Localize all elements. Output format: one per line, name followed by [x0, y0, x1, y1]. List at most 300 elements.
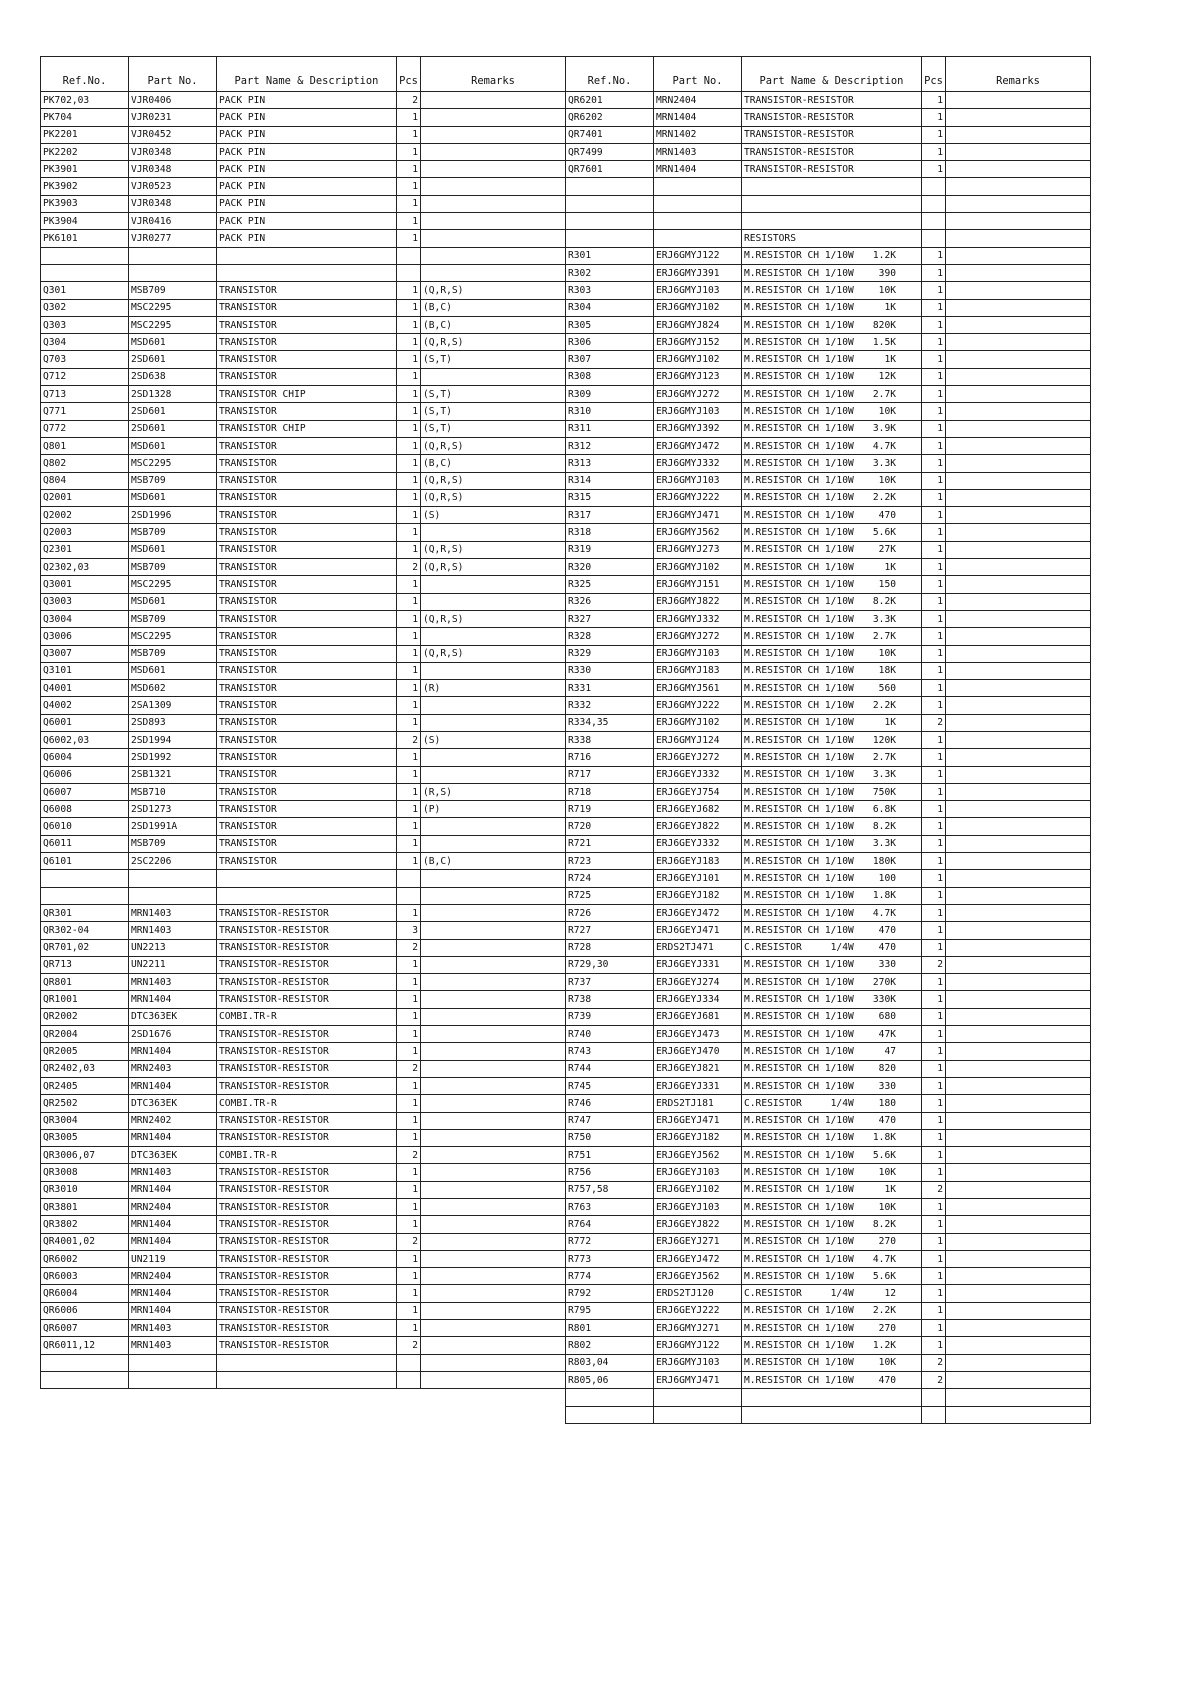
- ref-no-cell: R803,04: [566, 1354, 654, 1371]
- pcs-cell: 1: [397, 853, 421, 870]
- remarks-cell: [421, 126, 566, 143]
- part-no-cell: MSC2295: [129, 628, 217, 645]
- table-row: [41, 472, 566, 489]
- remarks-cell: [421, 835, 566, 852]
- pcs-cell: 1: [397, 109, 421, 126]
- description-cell: [742, 1199, 922, 1216]
- description-text: M.RESISTOR CH 1/10W: [744, 1063, 854, 1075]
- ref-no-cell: Q6008: [41, 801, 129, 818]
- remarks-cell: [421, 887, 566, 904]
- pcs-cell: 1: [922, 109, 946, 126]
- ref-no-cell: R719: [566, 801, 654, 818]
- description-text: M.RESISTOR CH 1/10W: [744, 492, 854, 504]
- description-text: TRANSISTOR-RESISTOR: [744, 163, 854, 175]
- pcs-cell: 1: [922, 507, 946, 524]
- pcs-cell: 2: [922, 1181, 946, 1198]
- part-no-cell: ERJ6GEYJ101: [654, 870, 742, 887]
- part-no-cell: MSB709: [129, 472, 217, 489]
- remarks-cell: [946, 368, 1091, 385]
- pcs-cell: 1: [922, 1216, 946, 1233]
- parts-list-sheet: [40, 56, 1090, 1456]
- table-row: [41, 714, 566, 731]
- remarks-cell: (Q,R,S): [421, 645, 566, 662]
- ref-no-cell: [41, 1371, 129, 1388]
- pcs-cell: 1: [397, 576, 421, 593]
- pcs-cell: 1: [397, 593, 421, 610]
- part-no-cell: MRN1404: [129, 991, 217, 1008]
- description-cell: [742, 541, 922, 558]
- pcs-cell: 1: [922, 368, 946, 385]
- remarks-cell: [421, 1181, 566, 1198]
- pcs-cell: 2: [397, 559, 421, 576]
- remarks-cell: [421, 1026, 566, 1043]
- ref-no-cell: R301: [566, 247, 654, 264]
- remarks-cell: [421, 1095, 566, 1112]
- description-cell: [742, 645, 922, 662]
- description-cell: TRANSISTOR-RESISTOR: [217, 939, 397, 956]
- header-ref-no: Ref.No.: [41, 57, 129, 92]
- ref-no-cell: [566, 1389, 654, 1406]
- part-no-cell: ERJ6GMYJ272: [654, 386, 742, 403]
- table-row: [566, 749, 1091, 766]
- description-text: M.RESISTOR CH 1/10W: [744, 682, 854, 694]
- remarks-cell: [946, 1250, 1091, 1267]
- description-text: M.RESISTOR CH 1/10W: [744, 803, 854, 815]
- ref-no-cell: QR301: [41, 904, 129, 921]
- ref-no-cell: R718: [566, 783, 654, 800]
- description-cell: TRANSISTOR: [217, 472, 397, 489]
- pcs-cell: 1: [922, 801, 946, 818]
- table-row: [566, 922, 1091, 939]
- pcs-cell: 1: [397, 368, 421, 385]
- remarks-cell: [421, 714, 566, 731]
- resistance-value: 1K: [884, 302, 896, 314]
- resistance-value: 2.2K: [872, 1305, 896, 1317]
- pcs-cell: 1: [397, 178, 421, 195]
- part-no-cell: ERJ6GMYJ471: [654, 1371, 742, 1388]
- description-cell: [742, 1406, 922, 1423]
- description-cell: TRANSISTOR-RESISTOR: [217, 956, 397, 973]
- remarks-cell: [946, 1060, 1091, 1077]
- remarks-cell: [946, 1077, 1091, 1094]
- remarks-cell: [946, 628, 1091, 645]
- ref-no-cell: R750: [566, 1129, 654, 1146]
- description-cell: [742, 731, 922, 748]
- ref-no-cell: [566, 178, 654, 195]
- pcs-cell: [922, 195, 946, 212]
- description-text: TRANSISTOR-RESISTOR: [744, 94, 854, 106]
- pcs-cell: 1: [922, 299, 946, 316]
- pcs-cell: 1: [922, 403, 946, 420]
- part-no-cell: [129, 1371, 217, 1388]
- table-row: [41, 489, 566, 506]
- pcs-cell: 1: [397, 610, 421, 627]
- remarks-cell: (R,S): [421, 783, 566, 800]
- pcs-cell: 1: [397, 1216, 421, 1233]
- part-no-cell: [129, 247, 217, 264]
- part-no-cell: 2SD1991A: [129, 818, 217, 835]
- ref-no-cell: R311: [566, 420, 654, 437]
- remarks-cell: [421, 247, 566, 264]
- ref-no-cell: R746: [566, 1095, 654, 1112]
- part-no-cell: ERJ6GEYJ822: [654, 1216, 742, 1233]
- part-no-cell: VJR0452: [129, 126, 217, 143]
- description-cell: [742, 1164, 922, 1181]
- part-no-cell: ERDS2TJ181: [654, 1095, 742, 1112]
- part-no-cell: VJR0406: [129, 92, 217, 109]
- description-text: M.RESISTOR CH 1/10W: [744, 786, 854, 798]
- pcs-cell: 1: [397, 714, 421, 731]
- description-cell: PACK PIN: [217, 92, 397, 109]
- remarks-cell: [421, 991, 566, 1008]
- remarks-cell: (Q,R,S): [421, 282, 566, 299]
- description-cell: [742, 610, 922, 627]
- pcs-cell: 1: [397, 161, 421, 178]
- parts-table-right: [565, 56, 1091, 1424]
- resistance-value: 18K: [878, 665, 896, 677]
- resistance-value: 2.2K: [872, 700, 896, 712]
- description-cell: COMBI.TR-R: [217, 1147, 397, 1164]
- resistance-value: 10K: [878, 1201, 896, 1213]
- header-part-no: Part No.: [654, 57, 742, 92]
- ref-no-cell: R327: [566, 610, 654, 627]
- table-row: [41, 593, 566, 610]
- description-cell: TRANSISTOR-RESISTOR: [217, 991, 397, 1008]
- ref-no-cell: PK3902: [41, 178, 129, 195]
- table-row: [41, 1043, 566, 1060]
- part-no-cell: [654, 213, 742, 230]
- pcs-cell: 1: [922, 749, 946, 766]
- table-row: [566, 1216, 1091, 1233]
- part-no-cell: MSD601: [129, 334, 217, 351]
- table-row: [41, 351, 566, 368]
- description-text: M.RESISTOR CH 1/10W: [744, 1028, 854, 1040]
- remarks-cell: [421, 749, 566, 766]
- description-cell: [742, 161, 922, 178]
- description-cell: [742, 818, 922, 835]
- remarks-cell: [946, 1337, 1091, 1354]
- pcs-cell: 1: [922, 904, 946, 921]
- part-no-cell: ERJ6GEYJ271: [654, 1233, 742, 1250]
- ref-no-cell: R319: [566, 541, 654, 558]
- table-row: [566, 126, 1091, 143]
- table-row: [566, 1354, 1091, 1371]
- part-no-cell: ERJ6GMYJ183: [654, 662, 742, 679]
- pcs-cell: 1: [922, 455, 946, 472]
- pcs-cell: 1: [922, 783, 946, 800]
- ref-no-cell: Q302: [41, 299, 129, 316]
- description-text: M.RESISTOR CH 1/10W: [744, 769, 854, 781]
- remarks-cell: [946, 1164, 1091, 1181]
- table-row: [566, 472, 1091, 489]
- pcs-cell: 1: [397, 1302, 421, 1319]
- table-row: [41, 1354, 566, 1371]
- description-cell: [742, 593, 922, 610]
- description-cell: TRANSISTOR-RESISTOR: [217, 1302, 397, 1319]
- table-row: [566, 143, 1091, 160]
- ref-no-cell: R801: [566, 1320, 654, 1337]
- description-text: M.RESISTOR CH 1/10W: [744, 907, 854, 919]
- pcs-cell: 1: [922, 1147, 946, 1164]
- part-no-cell: UN2213: [129, 939, 217, 956]
- ref-no-cell: QR7601: [566, 161, 654, 178]
- description-cell: PACK PIN: [217, 161, 397, 178]
- pcs-cell: 1: [922, 887, 946, 904]
- remarks-cell: [946, 1268, 1091, 1285]
- table-row: [566, 801, 1091, 818]
- description-text: M.RESISTOR CH 1/10W: [744, 544, 854, 556]
- table-row: [41, 853, 566, 870]
- description-cell: TRANSISTOR: [217, 524, 397, 541]
- description-cell: [742, 904, 922, 921]
- description-cell: [742, 386, 922, 403]
- description-cell: [742, 697, 922, 714]
- description-cell: TRANSISTOR-RESISTOR: [217, 1199, 397, 1216]
- table-row: [41, 1216, 566, 1233]
- table-row: [566, 161, 1091, 178]
- pcs-cell: 1: [397, 420, 421, 437]
- ref-no-cell: QR3008: [41, 1164, 129, 1181]
- ref-no-cell: R302: [566, 264, 654, 281]
- description-text: M.RESISTOR CH 1/10W: [744, 924, 854, 936]
- part-no-cell: ERJ6GEYJ682: [654, 801, 742, 818]
- ref-no-cell: [41, 247, 129, 264]
- table-row: [41, 801, 566, 818]
- table-row: [566, 939, 1091, 956]
- ref-no-cell: R728: [566, 939, 654, 956]
- description-text: M.RESISTOR CH 1/10W: [744, 284, 854, 296]
- table-row: [566, 1302, 1091, 1319]
- part-no-cell: MSB709: [129, 835, 217, 852]
- description-cell: [217, 1371, 397, 1388]
- remarks-cell: (Q,R,S): [421, 489, 566, 506]
- remarks-cell: [421, 1008, 566, 1025]
- description-cell: [742, 766, 922, 783]
- description-cell: TRANSISTOR: [217, 714, 397, 731]
- description-text: M.RESISTOR CH 1/10W: [744, 1374, 854, 1386]
- ref-no-cell: Q2001: [41, 489, 129, 506]
- remarks-cell: [421, 628, 566, 645]
- description-cell: [742, 1060, 922, 1077]
- description-cell: [742, 1371, 922, 1388]
- ref-no-cell: Q804: [41, 472, 129, 489]
- ref-no-cell: Q802: [41, 455, 129, 472]
- pcs-cell: 1: [922, 731, 946, 748]
- description-cell: TRANSISTOR: [217, 351, 397, 368]
- ref-no-cell: QR713: [41, 956, 129, 973]
- ref-no-cell: Q6006: [41, 766, 129, 783]
- description-text: TRANSISTOR-RESISTOR: [744, 129, 854, 141]
- pcs-cell: 1: [397, 213, 421, 230]
- part-no-cell: MRN1404: [654, 161, 742, 178]
- description-cell: [742, 230, 922, 247]
- resistance-value: 1.5K: [872, 336, 896, 348]
- pcs-cell: 1: [922, 628, 946, 645]
- remarks-cell: [421, 1129, 566, 1146]
- pcs-cell: 1: [397, 143, 421, 160]
- ref-no-cell: R338: [566, 731, 654, 748]
- remarks-cell: [946, 731, 1091, 748]
- pcs-cell: 1: [397, 1320, 421, 1337]
- table-row: [41, 1060, 566, 1077]
- table-row: [41, 541, 566, 558]
- table-row: [566, 1389, 1091, 1406]
- description-text: M.RESISTOR CH 1/10W: [744, 302, 854, 314]
- pcs-cell: 1: [397, 628, 421, 645]
- remarks-cell: (S): [421, 507, 566, 524]
- description-cell: PACK PIN: [217, 143, 397, 160]
- ref-no-cell: R756: [566, 1164, 654, 1181]
- table-row: [566, 1199, 1091, 1216]
- pcs-cell: 1: [922, 593, 946, 610]
- pcs-cell: 1: [397, 126, 421, 143]
- ref-no-cell: PK3904: [41, 213, 129, 230]
- pcs-cell: 1: [922, 386, 946, 403]
- part-no-cell: MSC2295: [129, 455, 217, 472]
- remarks-cell: [421, 109, 566, 126]
- table-row: [566, 593, 1091, 610]
- pcs-cell: 1: [397, 195, 421, 212]
- description-text: RESISTORS: [744, 233, 796, 245]
- resistance-value: 330: [878, 959, 896, 971]
- resistance-value: 4.7K: [872, 907, 896, 919]
- part-no-cell: ERJ6GMYJ103: [654, 403, 742, 420]
- pcs-cell: [397, 247, 421, 264]
- description-text: M.RESISTOR CH 1/10W: [744, 388, 854, 400]
- pcs-cell: 2: [397, 92, 421, 109]
- description-text: M.RESISTOR CH 1/10W: [744, 613, 854, 625]
- table-row: [41, 1250, 566, 1267]
- remarks-cell: [421, 593, 566, 610]
- table-row: [41, 524, 566, 541]
- ref-no-cell: R723: [566, 853, 654, 870]
- table-row: [41, 316, 566, 333]
- ref-no-cell: [566, 230, 654, 247]
- description-text: M.RESISTOR CH 1/10W: [744, 1270, 854, 1282]
- ref-no-cell: R747: [566, 1112, 654, 1129]
- description-text: M.RESISTOR CH 1/10W: [744, 890, 854, 902]
- ref-no-cell: R743: [566, 1043, 654, 1060]
- table-row: [566, 109, 1091, 126]
- ref-no-cell: [41, 870, 129, 887]
- description-cell: TRANSISTOR: [217, 437, 397, 454]
- part-no-cell: MRN2404: [129, 1268, 217, 1285]
- remarks-cell: [421, 974, 566, 991]
- part-no-cell: ERJ6GEYJ331: [654, 1077, 742, 1094]
- part-no-cell: ERJ6GMYJ824: [654, 316, 742, 333]
- pcs-cell: 2: [397, 731, 421, 748]
- table-row: [566, 1371, 1091, 1388]
- remarks-cell: [946, 126, 1091, 143]
- part-no-cell: MSC2295: [129, 299, 217, 316]
- description-cell: PACK PIN: [217, 213, 397, 230]
- pcs-cell: 1: [397, 403, 421, 420]
- description-text: M.RESISTOR CH 1/10W: [744, 596, 854, 608]
- description-text: M.RESISTOR CH 1/10W: [744, 1218, 854, 1230]
- description-cell: TRANSISTOR: [217, 645, 397, 662]
- remarks-cell: (S,T): [421, 403, 566, 420]
- pcs-cell: 1: [922, 161, 946, 178]
- part-no-cell: ERJ6GEYJ334: [654, 991, 742, 1008]
- pcs-cell: 1: [922, 1233, 946, 1250]
- ref-no-cell: [566, 1406, 654, 1423]
- table-row: [41, 1008, 566, 1025]
- table-row: [41, 1181, 566, 1198]
- resistance-value: 3.9K: [872, 423, 896, 435]
- pcs-cell: 1: [397, 680, 421, 697]
- table-row: [41, 576, 566, 593]
- ref-no-cell: Q771: [41, 403, 129, 420]
- description-cell: TRANSISTOR-RESISTOR: [217, 1320, 397, 1337]
- pcs-cell: 1: [397, 974, 421, 991]
- remarks-cell: [946, 1354, 1091, 1371]
- table-row: [566, 1337, 1091, 1354]
- resistance-value: 12: [884, 1288, 896, 1300]
- remarks-cell: [946, 1112, 1091, 1129]
- pcs-cell: 1: [922, 420, 946, 437]
- description-cell: TRANSISTOR CHIP: [217, 420, 397, 437]
- table-row: [41, 247, 566, 264]
- ref-no-cell: QR4001,02: [41, 1233, 129, 1250]
- pcs-cell: 1: [397, 1026, 421, 1043]
- remarks-cell: (Q,R,S): [421, 610, 566, 627]
- remarks-cell: [946, 195, 1091, 212]
- description-text: M.RESISTOR CH 1/10W: [744, 1011, 854, 1023]
- remarks-cell: [946, 472, 1091, 489]
- pcs-cell: 1: [922, 472, 946, 489]
- part-no-cell: [129, 1354, 217, 1371]
- remarks-cell: [946, 178, 1091, 195]
- ref-no-cell: R744: [566, 1060, 654, 1077]
- remarks-cell: [421, 1354, 566, 1371]
- pcs-cell: 1: [397, 991, 421, 1008]
- description-cell: [742, 351, 922, 368]
- part-no-cell: ERJ6GEYJ332: [654, 766, 742, 783]
- ref-no-cell: Q6001: [41, 714, 129, 731]
- pcs-cell: 1: [397, 801, 421, 818]
- ref-no-cell: Q6004: [41, 749, 129, 766]
- description-cell: TRANSISTOR-RESISTOR: [217, 1181, 397, 1198]
- description-cell: [742, 1077, 922, 1094]
- ref-no-cell: QR3801: [41, 1199, 129, 1216]
- ref-no-cell: QR2004: [41, 1026, 129, 1043]
- remarks-cell: [946, 403, 1091, 420]
- description-cell: [742, 524, 922, 541]
- remarks-cell: [946, 1233, 1091, 1250]
- remarks-cell: [946, 904, 1091, 921]
- remarks-cell: [946, 766, 1091, 783]
- ref-no-cell: R745: [566, 1077, 654, 1094]
- pcs-cell: 2: [397, 1060, 421, 1077]
- ref-no-cell: R805,06: [566, 1371, 654, 1388]
- pcs-cell: 1: [922, 247, 946, 264]
- description-cell: [742, 835, 922, 852]
- description-cell: TRANSISTOR: [217, 628, 397, 645]
- part-no-cell: VJR0416: [129, 213, 217, 230]
- pcs-cell: 1: [922, 1008, 946, 1025]
- table-row: [566, 956, 1091, 973]
- header-remarks: Remarks: [946, 57, 1091, 92]
- resistance-value: 1.2K: [872, 1340, 896, 1352]
- description-cell: [217, 887, 397, 904]
- ref-no-cell: R795: [566, 1302, 654, 1319]
- resistance-value: 1K: [884, 717, 896, 729]
- ref-no-cell: Q3001: [41, 576, 129, 593]
- table-row: [566, 835, 1091, 852]
- pcs-cell: 1: [397, 1112, 421, 1129]
- remarks-cell: [421, 818, 566, 835]
- remarks-cell: [946, 92, 1091, 109]
